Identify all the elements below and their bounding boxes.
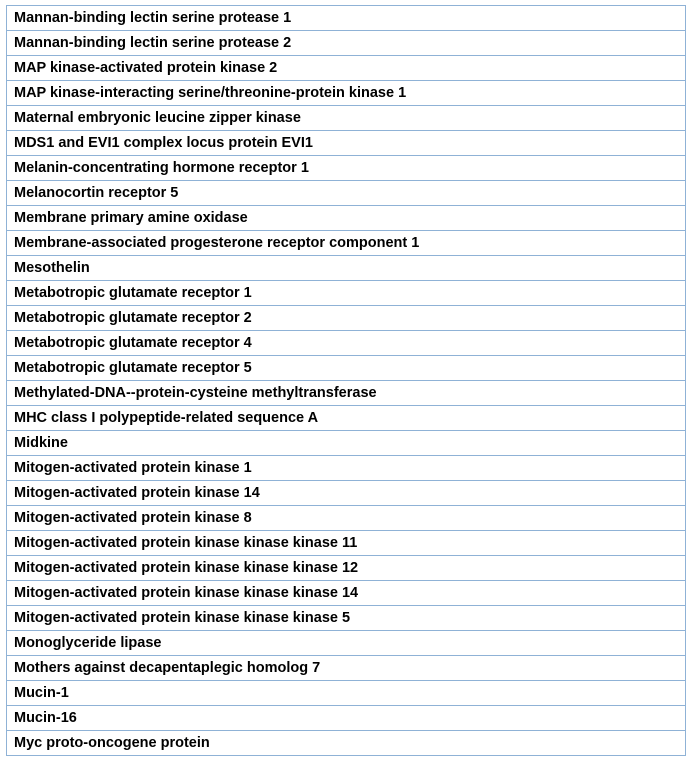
protein-name-table [6,5,686,756]
table-row [7,556,686,581]
table-cell-protein-name: Metabotropic glutamate receptor 4 [7,331,686,356]
table-body [7,6,686,756]
table-cell-protein-name: Melanin-concentrating hormone receptor 1 [7,156,686,181]
table-row [7,631,686,656]
table-cell-protein-name: Membrane-associated progesterone receptor component 1 [7,231,686,256]
table-cell-protein-name: MDS1 and EVI1 complex locus protein EVI1 [7,131,686,156]
table-row [7,206,686,231]
table-row [7,81,686,106]
table-row [7,106,686,131]
table-cell-protein-name: Mitogen-activated protein kinase 8 [7,506,686,531]
table-cell-protein-name: Melanocortin receptor 5 [7,181,686,206]
table-cell-protein-name: Metabotropic glutamate receptor 1 [7,281,686,306]
table-row [7,306,686,331]
table-cell-protein-name: Mitogen-activated protein kinase kinase kinase 12 [7,556,686,581]
table-cell-protein-name: Mucin-1 [7,681,686,706]
table-cell-protein-name: Myc proto-oncogene protein [7,731,686,756]
table-cell-protein-name: Metabotropic glutamate receptor 5 [7,356,686,381]
table-row [7,706,686,731]
table-row [7,181,686,206]
table-cell-protein-name: Monoglyceride lipase [7,631,686,656]
table-cell-protein-name: MAP kinase-activated protein kinase 2 [7,56,686,81]
table-cell-protein-name: Mesothelin [7,256,686,281]
table-cell-protein-name: Mitogen-activated protein kinase kinase kinase 5 [7,606,686,631]
table-row [7,681,686,706]
table-cell-protein-name: Maternal embryonic leucine zipper kinase [7,106,686,131]
table-cell-protein-name: Mannan-binding lectin serine protease 1 [7,6,686,31]
table-row [7,431,686,456]
table-cell-protein-name: Mitogen-activated protein kinase 14 [7,481,686,506]
table-cell-protein-name: Membrane primary amine oxidase [7,206,686,231]
table-row [7,6,686,31]
table-row [7,406,686,431]
table-cell-protein-name: Mitogen-activated protein kinase 1 [7,456,686,481]
table-cell-protein-name: MHC class I polypeptide-related sequence A [7,406,686,431]
table-row [7,731,686,756]
table-cell-protein-name: Mothers against decapentaplegic homolog 7 [7,656,686,681]
table-row [7,231,686,256]
table-cell-protein-name: Metabotropic glutamate receptor 2 [7,306,686,331]
table-row [7,531,686,556]
table-row [7,506,686,531]
table-row [7,581,686,606]
table-row [7,56,686,81]
table-cell-protein-name: Mitogen-activated protein kinase kinase kinase 11 [7,531,686,556]
table-cell-protein-name: Mucin-16 [7,706,686,731]
table-row [7,606,686,631]
table-cell-protein-name: Mitogen-activated protein kinase kinase kinase 14 [7,581,686,606]
table-cell-protein-name: Mannan-binding lectin serine protease 2 [7,31,686,56]
table-row [7,356,686,381]
table-row [7,31,686,56]
table-row [7,156,686,181]
table-cell-protein-name: MAP kinase-interacting serine/threonine-protein kinase 1 [7,81,686,106]
table-row [7,331,686,356]
table-row [7,256,686,281]
table-row [7,281,686,306]
table-row [7,456,686,481]
table-row [7,481,686,506]
table-row [7,381,686,406]
table-row [7,656,686,681]
table-row [7,131,686,156]
table-cell-protein-name: Methylated-DNA--protein-cysteine methyltransferase [7,381,686,406]
table-cell-protein-name: Midkine [7,431,686,456]
